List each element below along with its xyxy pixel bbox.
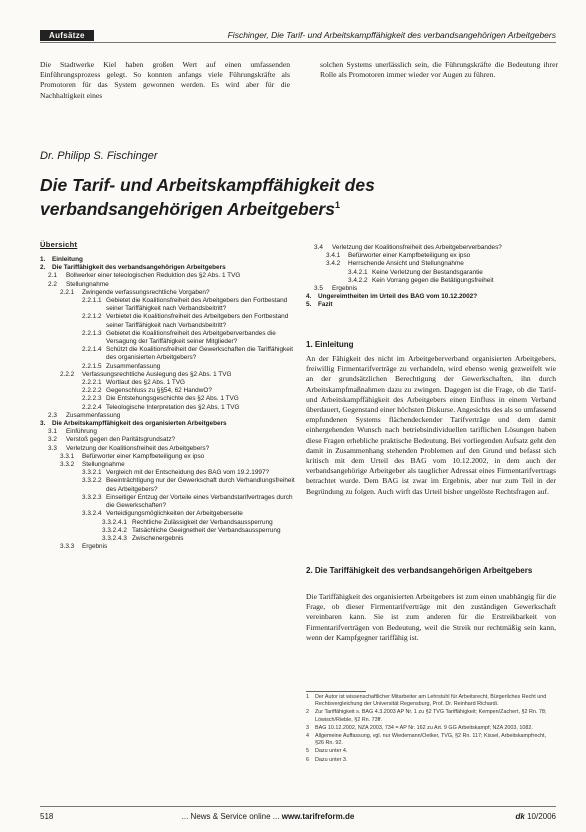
toc-entry-text: Teleologische Interpretation des §2 Abs. 1 TVG — [106, 403, 240, 411]
toc-entry-number: 2.3 — [48, 411, 57, 419]
toc-entry — [40, 420, 298, 428]
toc-entry-number: 2.2.1.5 — [82, 362, 102, 370]
footnote-text: Allgemeine Auffassung, vgl. nur Wiedemann/Oetker, TVG, §2 Rn. 117; Kissel, Arbeitskampfrecht, §26 Rn. 92. — [315, 733, 547, 747]
toc-entry-text: Rechtliche Zulässigkeit der Verbandsaussperrung — [132, 518, 273, 526]
intro-text-right: solchen Systems unerlässlich sein, die Führungskräfte die Bedeutung ihrer Rolle als Promotoren immer wieder vor Augen zu führen. — [320, 59, 558, 79]
toc-entry-number: 3.3.2.3 — [82, 493, 102, 501]
toc-entry-number: 2.2.2.1 — [82, 379, 102, 387]
toc-entry-text: Vergleich mit der Entscheidung des BAG vom 19.2.1997? — [106, 469, 270, 477]
section-tag: Aufsätze — [40, 30, 94, 41]
toc-heading: Übersicht — [40, 240, 78, 249]
toc-list-right — [306, 244, 556, 310]
toc-entry-text: Zwingende verfassungsrechtliche Vorgaben? — [82, 288, 210, 296]
toc-entry — [306, 285, 556, 293]
footnote-text: Dazu unter 4. — [315, 748, 348, 755]
toc-entry — [40, 494, 298, 510]
issue-number: 10/2006 — [527, 811, 556, 821]
section-heading-2: 2. Die Tariffähigkeit des verbandsangehörigen Arbeitgebers — [306, 566, 533, 575]
toc-entry-number: 3.4.2 — [326, 260, 341, 268]
toc-entry — [306, 301, 556, 309]
toc-entry — [40, 428, 298, 436]
footnote-number: 2 — [306, 709, 309, 716]
toc-entry — [40, 543, 298, 551]
toc-entry — [40, 330, 298, 346]
toc-entry-text: Wortlaut des §2 Abs. 1 TVG — [106, 379, 185, 387]
toc-entry-number: 3.2 — [48, 436, 57, 444]
toc-entry-number: 2.2.2.4 — [82, 403, 102, 411]
footnote-number: 1 — [306, 694, 309, 700]
footnote-number: 4 — [306, 733, 309, 740]
footer-url[interactable]: www.tarifreform.de — [281, 811, 355, 821]
toc-entry — [40, 510, 298, 518]
footnote-number: 6 — [306, 756, 309, 763]
toc-entry-text: Verteidigungsmöglichkeiten der Arbeitgeberseite — [106, 510, 243, 518]
toc-entry-number: 2.1 — [48, 272, 57, 280]
toc-entry-number: 2.2.2.3 — [82, 395, 102, 403]
footnote — [306, 709, 556, 723]
footnote-text: Dazu unter 3. — [315, 756, 348, 763]
toc-entry-text: Ergebnis — [332, 285, 358, 293]
toc-entry-text: Keine Verletzung der Bestandsgarantie — [372, 268, 483, 276]
brand-logo: dk — [515, 811, 525, 821]
toc-entry-number: 2.2.2.2 — [82, 387, 102, 395]
page-footer — [40, 806, 556, 822]
toc-entry — [40, 379, 298, 387]
toc-entry-number: 3. — [40, 420, 46, 428]
toc-entry-text: Fazit — [318, 301, 333, 309]
toc-entry-number: 3.3.2.4.2 — [102, 526, 127, 534]
toc-entry-text: Einführung — [66, 428, 97, 436]
footnote-number: 3 — [306, 724, 309, 731]
toc-entry-text: Herrschende Ansicht und Stellungnahme — [348, 260, 464, 268]
toc-entry — [306, 277, 556, 285]
toc-entry — [40, 535, 298, 543]
footnote — [306, 725, 556, 732]
toc-entry-text: Verstoß gegen den Paritätsgrundsatz? — [66, 436, 176, 444]
toc-entry-number: 3.3 — [48, 444, 57, 452]
toc-entry — [40, 404, 298, 412]
toc-entry-text: Befürworter einer Kampfbeteiligung ex ipso — [82, 452, 205, 460]
toc-entry-text: Die Arbeitskampffähigkeit des organisierten Arbeitgebers — [52, 420, 227, 428]
footnote-rule — [306, 691, 366, 692]
toc-entry-number: 2.2.2 — [60, 370, 75, 378]
toc-entry-number: 3.3.2.4.1 — [102, 518, 127, 526]
toc-entry — [306, 260, 556, 268]
footnote-text: Zur Tariffähigkeit s. BAG 4.3.2003 AP Nr. 1 zu §2 TVG Tariffähigkeit; Kempen/Zachert, §2 Rn. 78; Löwisch/Rieble, §2 Rn. 73ff. — [315, 709, 547, 723]
toc-entry — [40, 477, 298, 493]
footnote — [306, 733, 556, 747]
toc-entry — [40, 346, 298, 362]
toc-entry-number: 3.3.2.1 — [82, 469, 102, 477]
toc-entry-number: 2.2 — [48, 280, 57, 288]
footer-prefix: ... News & Service online ... — [181, 811, 280, 821]
intro-text-left: Die Stadtwerke Kiel haben großen Wert auf einen umfassenden Einführungsprozess gelegt. So konnten anfangs viele Führungskräfte als Promotoren für das System gewonnen werden. Es wird aber für die Nachhaltigkeit eines — [40, 59, 290, 100]
toc-entry-number: 3.4.2.2 — [348, 276, 368, 284]
footer-brand — [436, 812, 556, 821]
footnotes — [306, 694, 556, 765]
toc-entry — [40, 363, 298, 371]
toc-entry-number: 1. — [40, 256, 46, 263]
toc-entry — [40, 256, 298, 264]
toc-entry-text: Verbietet die Koalitionsfreiheit des Arbeitgebers den Fortbestand seiner Tariffähigkeit nach Verbandsbeitritt? — [106, 313, 289, 329]
toc-entry — [40, 281, 298, 289]
toc-entry-text: Gebietet die Koalitionsfreiheit des Arbeitgebers den Fortbestand seiner Tariffähigkeit nach Verbandsbeitritt? — [106, 297, 288, 313]
footer-center — [100, 812, 436, 821]
toc-entry-number: 3.1 — [48, 428, 57, 436]
toc-entry-number: 3.5 — [314, 285, 323, 293]
toc-entry — [40, 289, 298, 297]
toc-entry — [40, 436, 298, 444]
toc-entry-number: 2.2.1.3 — [82, 329, 102, 337]
toc-entry — [306, 269, 556, 277]
toc-entry-number: 3.3.2.4 — [82, 510, 102, 518]
toc-entry — [40, 461, 298, 469]
toc-entry — [40, 412, 298, 420]
toc-entry — [40, 395, 298, 403]
toc-entry-text: Einseitiger Entzug der Vorteile eines Verbandstarifvertrages durch die Gewerkschaften? — [106, 493, 293, 510]
footnote — [306, 757, 556, 764]
running-header — [40, 28, 556, 43]
toc-entry — [40, 453, 298, 461]
page-number: 518 — [40, 811, 54, 821]
toc-entry — [40, 371, 298, 379]
toc-entry-text: Tatsächliche Geeignetheit der Verbandsaussperrung — [132, 526, 281, 534]
toc-entry-text: Verfassungsrechtliche Auslegung des §2 Abs. 1 TVG — [82, 370, 232, 378]
toc-entry — [40, 272, 298, 280]
footnote — [306, 748, 556, 755]
toc-entry-number: 3.3.1 — [60, 452, 75, 460]
toc-entry — [306, 293, 556, 301]
toc-entry-number: 2.2.1.4 — [82, 346, 102, 354]
toc-entry — [40, 313, 298, 329]
section-heading-1: 1. Einleitung — [306, 340, 354, 349]
toc-entry-text: Die Entstehungsgeschichte des §2 Abs. 1 TVG — [106, 395, 239, 403]
running-title: Fischinger, Die Tarif- und Arbeitskampffähigkeit des verbandsangehörigen Arbeitgebers — [227, 30, 556, 40]
toc-entry — [40, 519, 298, 527]
article-author: Dr. Philipp S. Fischinger — [40, 150, 158, 162]
toc-entry-text: Zusammenfassung — [106, 362, 161, 370]
toc-entry-number: 3.4.1 — [326, 252, 341, 260]
footnote — [306, 694, 556, 708]
toc-entry-text: Beeinträchtigung nur der Gewerkschaft durch Verhandlungsfreiheit des Arbeitgebers? — [106, 477, 295, 493]
toc-entry-number: 2.2.1.1 — [82, 297, 102, 305]
toc-entry-number: 3.3.2.4.3 — [102, 534, 127, 542]
toc-entry-number: 3.4.2.1 — [348, 268, 368, 276]
toc-entry — [40, 445, 298, 453]
footnote-text: BAG 10.12.2002, NZA 2003, 734 = AP Nr. 162 zu Art. 9 GG Arbeitskampf; NZA 2003, 1082. — [315, 724, 533, 731]
toc-entry-text: Stellungnahme — [82, 461, 125, 469]
toc-entry-text: Verletzung der Koalitionsfreiheit des Arbeitgebers? — [66, 444, 210, 452]
toc-entry — [40, 527, 298, 535]
toc-entry — [40, 469, 298, 477]
toc-entry — [40, 297, 298, 313]
toc-entry-text: Gebietet die Koalitionsfreiheit des Arbeitgeberverbandes die Versagung der Tariffähigkeit seiner Mitglieder? — [106, 329, 276, 346]
toc-entry-number: 3.4 — [314, 244, 323, 251]
section-text-1: An der Fähigkeit des nicht im Arbeitgeberverband organisierten Arbeitgebers, freiwillig Firmentarifverträge zu verhandeln, wird ebenso wenig gezweifelt wie an der grundsätzlichen Berechtigung der Gewerkschaften, ihn durch Arbeitskampfmaßnahmen dazu zu zwingen. Dagegen ist die Frage, ob die Tarif- und Arbeitskampffähigkeit des Arbeitgebers einen Einfluss in einem Verband überdauert, Gegenstand einer höchsten Diskurse. Angesichts des als so umfassend empfundenen Systems flächendeckender Tarifverträge und dem damit einhergehenden Wunsch nach betriebsindividuellen tariflichen Lösungen haben diese Fragen erhebliche praktische Bedeutung. Bei vorliegenden Aufsatz geht den damit in Zusammenhang stehenden Problemen auf den Grund und befasst sich kritisch mit dem Urteil des BAG vom 10.12.2002, in dem auch der verbandsangehörige Arbeitgeber als tauglicher Adressat eines Firmentarifvertrags betrachtet wurde. Dem BAG ist zwar im Ergebnis, aber nur zum Teil in der Begründung zu folgen. Auch wirft das Urteil bisher ungelöste Rechtsfragen auf. — [306, 354, 556, 496]
toc-entry-number: 2. — [40, 264, 46, 272]
footnote-number: 5 — [306, 748, 309, 755]
toc-entry-text: Gegenschluss zu §§54, 62 HandwO? — [106, 387, 212, 395]
toc-entry-number: 3.3.2.2 — [82, 477, 102, 485]
toc-entry-number: 4. — [306, 293, 312, 301]
toc-entry-text: Ungereimtheiten im Urteil des BAG vom 10.12.2002? — [318, 293, 478, 301]
toc-entry-text: Zwischenergebnis — [132, 534, 184, 542]
toc-entry-text: Kein Vorrang gegen die Betätigungsfreiheit — [372, 276, 494, 284]
toc-entry-number: 5. — [306, 301, 312, 309]
toc-entry-text: Schützt die Koalitionsfreiheit der Gewerkschaften die Tariffähigkeit des organisierten Arbeitgebers? — [106, 346, 293, 362]
toc-entry-text: Die Tariffähigkeit des verbandsangehörigen Arbeitgebers — [52, 264, 226, 272]
toc-entry-text: Einleitung — [52, 256, 83, 263]
toc-entry-text: Zusammenfassung — [66, 411, 121, 419]
toc-entry-number: 2.2.1 — [60, 288, 75, 296]
title-footnote-marker: 1 — [334, 200, 340, 210]
footnote-text: Der Autor ist wissenschaftlicher Mitarbeiter am Lehrstuhl für Arbeitsrecht, Bürgerliches Recht und Rechtsvergleichung der Universität Regensburg, Prof. Dr. Reinhard Richardi. — [315, 694, 547, 708]
section-text-2: Die Tariffähigkeit des organisierten Arbeitgebers ist zum einen unabhängig für die Frage, ob dieser Firmentarifverträge mit den zuständigen Gewerkschaft vereinbaren kann. Sie ist zum anderen für die Erstreikbarkeit von Firmentarifverträgen von Bedeutung, weil die Streik nur rechtmäßig sein kann, wenn der Kampfgegner tariffähig ist. — [306, 592, 556, 642]
article-title: Die Tarif- und Arbeitskampffähigkeit des verbandsangehörigen Arbeitgebers$^1$ — [40, 175, 375, 219]
toc-entry-text: Befürworter einer Kampfbeteiligung ex ipso — [348, 252, 471, 260]
toc-entry-text: Verletzung der Koalitionsfreiheit des Arbeitgeberverbandes? — [332, 244, 502, 251]
toc-entry-text: Bollwerker einer teleologischen Reduktion des §2 Abs. 1 TVG — [66, 272, 241, 280]
toc-entry-text: Ergebnis — [82, 543, 108, 551]
toc-entry-number: 3.3.2 — [60, 461, 75, 469]
toc-entry-number: 3.3.3 — [60, 543, 75, 551]
toc-entry — [40, 264, 298, 272]
toc-entry — [40, 387, 298, 395]
toc-list-left — [40, 256, 298, 551]
toc-entry — [306, 252, 556, 260]
toc-entry-number: 2.2.1.2 — [82, 313, 102, 321]
toc-entry-text: Stellungnahme — [66, 280, 109, 288]
toc-entry — [306, 244, 556, 252]
